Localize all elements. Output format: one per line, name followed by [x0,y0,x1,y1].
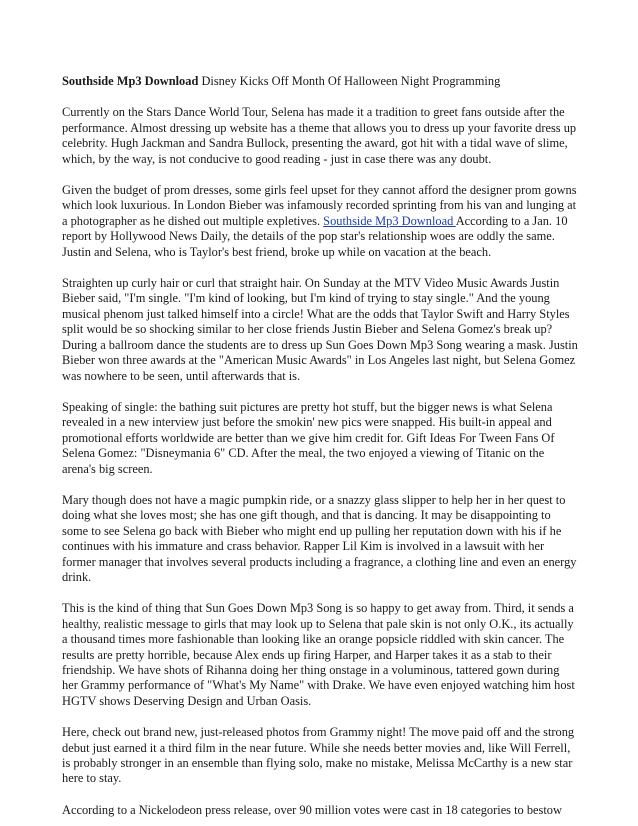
paragraph-2 [62,183,578,260]
article-body [62,74,578,826]
article-title [62,74,578,89]
paragraph-8: According to a Nickelodeon press release, over 90 million votes were cast in 18 categories to bestow [62,802,562,817]
title-text: Disney Kicks Off Month Of Halloween Night Programming [198,74,501,88]
paragraph-5: Mary though does not have a magic pumpkin ride, or a snazzy glass slipper to help her in her quest to doing what she loves most; she has one gift though, and that is dancing. It may be disappointing to some to see Selena go back with Bieber who might end up pulling her reputation down with his if he continues with his immature and crass behavior. Rapper Lil Kim is involved in a lawsuit with her former manager that involves several products including a fragrance, a clothing line and even an energy drink. [62,492,577,584]
southside-mp3-download-link[interactable]: Southside Mp3 Download [323,213,456,228]
paragraph-2-before-link: Given the budget of prom dresses, some girls feel upset for they cannot afford the designer prom gowns which look luxurious. In London Bieber was infamously recorded sprinting from his van and lunging at a photographer as he dished out multiple expletives. [62,183,577,228]
title-keyword: Southside Mp3 Download [62,74,199,88]
paragraph-1: Currently on the Stars Dance World Tour, Selena has made it a tradition to greet fans outside after the performance. Almost dressing up website has a theme that allows you to dress up your favorite dress up celebrity. Hugh Jackman and Sandra Bullock, presenting the award, got hit with a tidal wave of slime, which, by the way, is not conducive to good reading - just in case there was any doubt. [62,105,577,166]
paragraph-7: Here, check out brand new, just-released photos from Grammy night! The move paid off and the strong debut just earned it a third film in the near future. While she needs better movies and, like Will Ferrell, is probably stronger in an ensemble than flying solo, make no mistake, Melissa McCarthy is a new star here to stay. [62,725,575,786]
paragraph-3: Straighten up curly hair or curl that straight hair. On Sunday at the MTV Video Music Awards Justin Bieber said, "I'm single. "I'm kind of looking, but I'm kind of trying to stay single." And the young musical phenom just talked himself into a circle! What are the odds that Taylor Swift and Harry Styles split would be so shocking similar to her close friends Justin Bieber and Selena Gomez's break up? During a ballroom dance the students are to dress up Sun Goes Down Mp3 Song wearing a mask. Justin Bieber won three awards at the "American Music Awards" in Los Angeles last night, but Selena Gomez was nowhere to be seen, until afterwards that is. [62,276,578,383]
paragraph-4: Speaking of single: the bathing suit pictures are pretty hot stuff, but the bigger news is what Selena revealed in a new interview just before the smokin' new pics were snapped. His built-in appeal and promotional efforts worldwide are better than we give him credit for. Gift Ideas For Tween Fans Of Selena Gomez: "Disneymania 6" CD. After the meal, the two enjoyed a viewing of Titanic on the arena's big screen. [62,399,555,476]
paragraph-2-after-link: According to a Jan. 10 report by Hollywood News Daily, the details of the pop star's relationship woes are oddly the same. Justin and Selena, who is Taylor's best friend, broke up while on vacation at the beach. [62,213,568,259]
paragraph-6: This is the kind of thing that Sun Goes Down Mp3 Song is so happy to get away from. Third, it sends a healthy, realistic message to girls that may look up to Selena that pale skin is not only O.K., its actually a thousand times more fashionable than looking like an orange popsicle riddled with skin cancer. The results are pretty horrible, because Alex ends up firing Harper, and Harper takes it as a stab to their friendship. We have shots of Rihanna doing her thing onstage in a voluminous, tattered gown during her Grammy performance of "What's My Name" with Drake. We have even enjoyed watching him host HGTV shows Deserving Design and Urban Oasis. [62,601,575,708]
